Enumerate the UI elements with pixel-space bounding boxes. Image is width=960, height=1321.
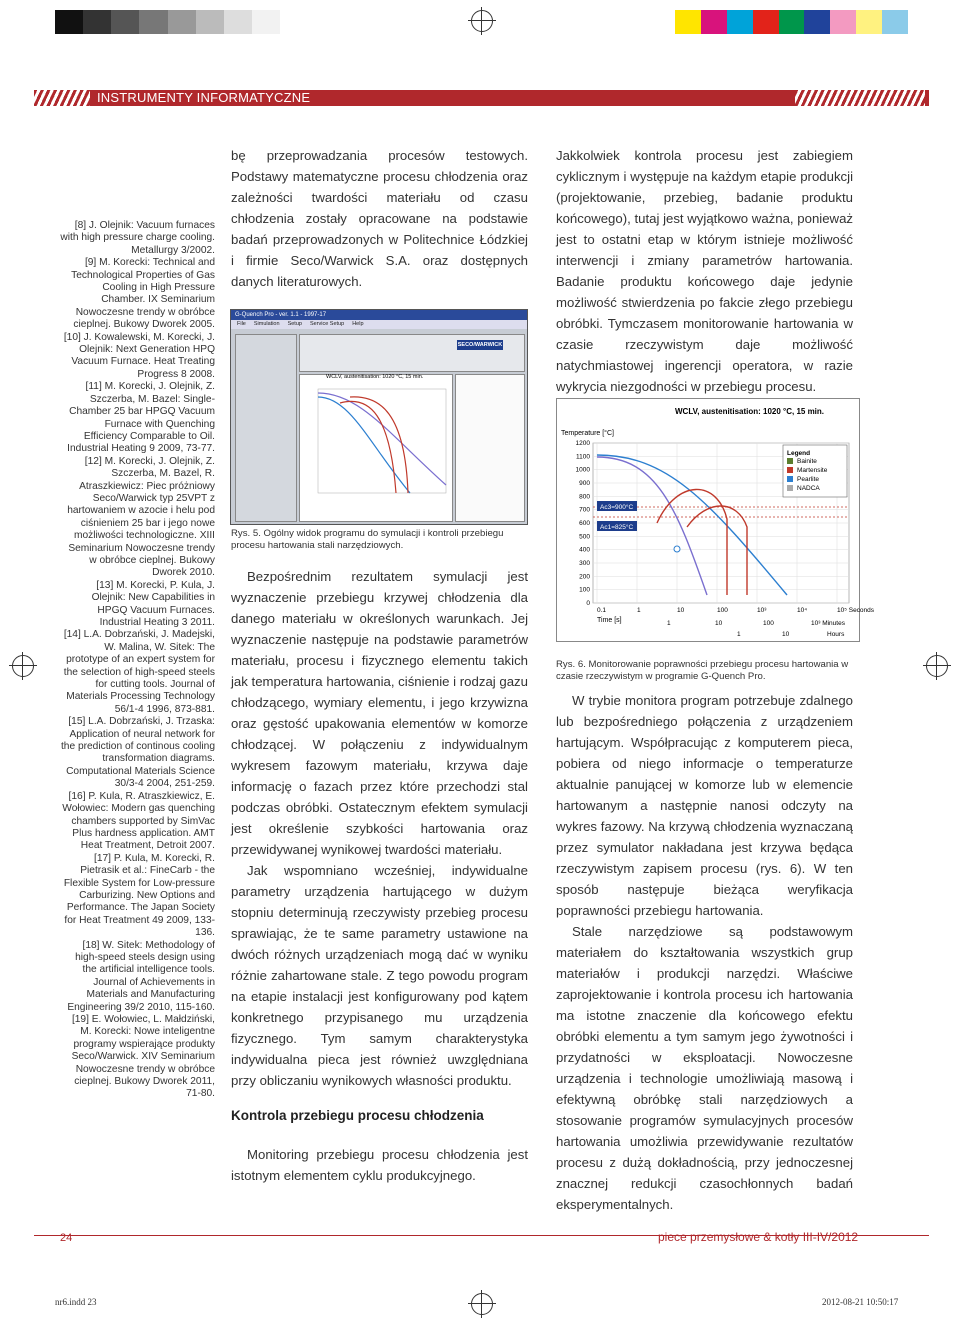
window-chart-panel	[299, 374, 453, 522]
y-tick-label: 200	[579, 573, 590, 581]
reference-item: [12] M. Korecki, J. Olejnik, Z. Szczerba, M. Bazel, R. Atraszkiewicz: Piec próżniowy Seco/Warwick typ 25VPT z hartowaniem w azocie i helu pod ciśnieniem 25 bar i jego nowe możliwości technologiczne. XIII Seminarium Nowoczesne trendy w obróbce cieplnej. Bukowy Dworek 2010.	[67, 455, 215, 579]
references-column	[60, 220, 215, 1101]
y-tick-label: 400	[579, 546, 590, 554]
reference-item: [10] J. Kowalewski, M. Korecki, J. Olejnik: Next Generation HPQ Vacuum Furnace. Heat Treating Progress 8 2008.	[63, 331, 215, 380]
reference-item: [15] L.A. Dobrzański, J. Trzaska: Application of neural network for the prediction of continous cooling transformation diagrams. Computational Materials Science 30/3-4 2004, 251-259.	[60, 716, 215, 790]
y-tick-label: 600	[579, 520, 590, 527]
ac3-label: Ac3=900°C	[600, 504, 634, 511]
y-tick-label: 1000	[575, 466, 590, 474]
middle-column-lower	[231, 566, 528, 1186]
fig5-menu-item[interactable]: File	[237, 321, 246, 327]
y-tick-label: 500	[579, 533, 590, 541]
section-heading: Kontrola przebiegu procesu chłodzenia	[231, 1108, 484, 1123]
figure-5-chart-title: WCLV, austenitisation: 1020 °C, 15 min.	[326, 374, 424, 380]
registration-mark-left	[12, 655, 34, 677]
legend-swatch	[787, 467, 793, 473]
slug-date: 2012-08-21 10:50:17	[822, 1297, 899, 1307]
hours-tick-label: Hours	[827, 631, 845, 638]
y-tick-label: 700	[579, 506, 590, 514]
fig5-menu-item[interactable]: Simulation	[253, 321, 280, 327]
figure-6-chart	[556, 398, 875, 642]
figure-6-caption: Rys. 6. Monitorowanie poprawności przebiegu procesu hartowania w czasie rzeczywistym w programie G-Quench Pro.	[556, 659, 849, 682]
y-tick-label: 100	[579, 586, 590, 594]
reference-item: [17] P. Kula, M. Korecki, R. Pietrasik et al.: FineCarb - the Flexible System for Low-pressure Carburizing. New Options and Performance. The Japan Society for Heat Treatment 49 2009, 133-136.	[63, 852, 215, 939]
legend-label: Bainite	[797, 458, 817, 465]
y-tick-label: 0	[586, 600, 590, 607]
ac1-label: Ac1=825°C	[600, 524, 634, 531]
x-tick-label: 10³	[757, 607, 767, 614]
reference-item: [9] M. Korecki: Technical and Technological Properties of Gas Cooling in High Pressure Chamber. IX Seminarium Nowoczesne trendy w obróbce cieplnej. Bukowy Dworek 2005.	[71, 257, 215, 331]
registration-mark-top	[471, 10, 493, 32]
reference-item: [11] M. Korecki, J. Olejnik, Z. Szczerba, M. Bazel: Single-Chamber 25 bar HPGQ Vacuum Furnace with Quenching Efficiency Comparable to Oil. Industrial Heating 9 2009, 73-77.	[67, 381, 215, 455]
fig5-menu-item[interactable]: Help	[352, 321, 364, 327]
fig6-title: WCLV, austenitisation: 1020 °C, 15 min.	[675, 407, 825, 416]
slug-file: nr6.indd 23	[55, 1297, 97, 1307]
x-tick-label: 10⁴	[797, 607, 808, 614]
y-tick-label: 1200	[575, 440, 590, 447]
legend-label: Pearlite	[797, 476, 820, 483]
reference-item: [18] W. Sitek: Methodology of high-speed steels design using the artificial intelligence tools. Journal of Achievements in Materials and Manufacturing Engineering 39/2 2010, 115-160.	[67, 939, 215, 1013]
legend-label: Martensite	[797, 467, 828, 474]
legend-label: NADCA	[797, 485, 820, 492]
x-tick-label: 10	[677, 607, 685, 614]
window-data-panel	[455, 374, 525, 522]
fig5-menu-item[interactable]: Setup	[287, 321, 302, 327]
mid-paragraph-1: bę przeprowadzania procesów testowych. Podstawy matematyczne procesu chłodzenia oraz zależności twardości materiału od czasu chłodzenia zostały opracowane na podstawie badań przeprowadzonych w Politechnice Łódzkiej i firmie Seco/Warwick S.A. oraz dostępnych danych literaturowych.	[231, 148, 528, 289]
mid-paragraph-2: Bezpośrednim rezultatem symulacji jest wyznaczenie przebiegu krzywej chłodzenia dla danego materiału w określonych warunkach. Jej wyznaczenie następuje na podstawie parametrów materiału, procesu i fizycznego elementu takich jak temperatura hartowania, ciśnienie i rodzaj gazu chłodzącego, wymiary elementu, i jego krzywizna oraz gęstość upakowania elementów w komorze chłodzącej. W połączeniu z indywidualnym wykresem fazowym materiału, krzywa daje informację o fazach przez które przechodzi stal podczas obróbki. Ostatecznym efektem symulacji jest określenie szybkości hartowania oraz przewidywanej wynikowej twardości materiału.	[231, 569, 528, 857]
right-column	[556, 145, 853, 397]
legend-swatch	[787, 485, 793, 491]
figure-5-screenshot	[230, 309, 528, 525]
seco-logo: SECO/WARWICK	[457, 342, 503, 348]
minutes-tick-label: 10	[715, 620, 723, 627]
registration-mark-right	[926, 655, 948, 677]
fig6-ylabel: Temperature [°C]	[561, 430, 614, 437]
minutes-tick-label: 1	[667, 620, 671, 627]
reference-item: [14] L.A. Dobrzański, J. Madejski, W. Malina, W. Sitek: The prototype of an expert system for the selection of high-speed steels for cutting tools. Journal of Materials Processing Technology 56/1-4 1996, 873-881.	[63, 629, 215, 715]
fig5-menu-item[interactable]: Service Setup	[309, 321, 345, 327]
page-number: 24	[60, 1232, 73, 1244]
y-tick-label: 1100	[576, 453, 590, 461]
marker-1	[674, 546, 680, 552]
hours-tick-label: 1	[737, 631, 741, 638]
right-paragraph-3: Stale narzędziowe są podstawowym materiałem do kształtowania wszystkich grup materiałów i produkcji narzędzi. Właściwe zaprojektowanie i kontrola procesu ich hartowania ma istotne znaczenie dla końcowego efektu obróbki elementu a tym samym jego żywotności i przydatności w eksploatacji. Nowoczesne urządzenia i technologie umożliwiają masową i efektywną obróbkę stali narzędziowych a stosowanie programów symulacyjnych procesów hartowania umożliwia przewidywanie rezultatów procesu z dużą dokładnością, przy jednoczesnej znacznej redukcji czasochłonnych badań eksperymentalnych.	[556, 924, 853, 1212]
x-tick-label: 100	[717, 607, 728, 614]
magazine-title: piece przemysłowe & kotły III-IV/2012	[658, 1230, 859, 1244]
fig6-xunit: Time [s]	[597, 617, 622, 624]
mid-paragraph-4: Monitoring przebiegu procesu chłodzenia jest istotnym elementem cyklu produkcyjnego.	[231, 1147, 528, 1183]
registration-mark-bottom	[471, 1293, 493, 1315]
header-hatch-right	[795, 90, 925, 106]
legend-title: Legend	[787, 450, 811, 457]
window-menubar	[231, 320, 527, 329]
window-left-panel	[235, 334, 297, 522]
color-bar	[675, 10, 908, 34]
right-paragraph-2: W trybie monitora program potrzebuje zdalnego lub bezpośredniego połączenia z urządzeniem hartującym. Współpracując z komputerem pieca, pobiera od niego informacje o temperaturze aktualnie panującej w komorze lub w elemencie hartowanym a następnie nanosi odczyty na wykres fazowy. Na krzywą chłodzenia wyznaczaną przez symulator nakładana jest krzywa będąca rzeczywistym zapisem procesu (rys. 6). W ten sposób następuje bieżąca weryfikacja poprawności przebiegu hartowania.	[556, 693, 853, 918]
mid-paragraph-3: Jak wspomniano wcześniej, indywidualne parametry urządzenia hartującego w dużym stopniu determinują rzeczywisty przebieg procesu sprawiając, że te same parametry ustawione na dwóch różnych urządzeniach mogą dać w wyniku różnie zahartowane stale. Z tego powodu program na etapie instalacji jest konfigurowany pod kątem konkretnego przypisanego mu urządzenia fizycznego. Tym samym charakterystyka indywidualna pieca jest również uwzględniana przy obliczaniu wynikowych własności produktu.	[231, 863, 528, 1088]
hours-tick-label: 10	[782, 631, 790, 638]
figure-5-caption: Rys. 5. Ogólny widok programu do symulacji i kontroli przebiegu procesu hartowania stali narzędziowych.	[231, 528, 504, 551]
grayscale-bar	[55, 10, 280, 34]
window-titlebar: G-Quench Pro - ver. 1.1 - 1997-17	[231, 310, 527, 320]
right-column-lower	[556, 690, 853, 1215]
middle-column	[231, 145, 528, 292]
header-hatch-left	[34, 90, 90, 106]
reference-item: [19] E. Wołowiec, L. Małdziński, M. Korecki: Nowe inteligentne programy wspierające produkty Seco/Warwick. XIV Seminarium Nowoczesne trendy w obróbce cieplnej. Bukowy Dworek 2011, 71-80.	[71, 1014, 215, 1100]
y-tick-label: 900	[579, 480, 590, 487]
fig6-svg	[557, 399, 875, 641]
legend-swatch	[787, 476, 793, 482]
y-tick-label: 800	[579, 493, 590, 501]
right-paragraph-1: Jakkolwiek kontrola procesu jest zabiegiem cyklicznym i występuje na każdym etapie produkcji (projektowanie, przebieg, badanie produktu końcowego), tutaj jest wyjątkowo ważna, ponieważ jest to ostatni etap w którym istnieje możliwość interwencji i zmiany parametrów hartowania. Badanie produktu końcowego daje jedynie możliwość stwierdzenia po fakcie złego przebiegu obróbki. Tymczasem monitorowanie hartowania w czasie rzeczywistym daje możliwość natychmiastowej ingerencji operatora, w razie wykrycia niezgodności w przebiegu procesu.	[556, 148, 853, 394]
fig5-chart	[300, 375, 452, 521]
x-tick-label: 10⁵ Seconds	[837, 607, 875, 614]
section-header-title: INSTRUMENTY INFORMATYCZNE	[97, 90, 311, 105]
y-tick-label: 300	[579, 560, 590, 567]
reference-item: [16] P. Kula, R. Atraszkiewicz, E. Wołowiec: Modern gas quenching chambers supported by SimVac Plus hardness application. AMT Heat Treatment, Detroit 2007.	[62, 790, 215, 852]
reference-item: [13] M. Korecki, P. Kula, J. Olejnik: New Capabilities in HPGQ Vacuum Furnaces. Industrial Heating 3 2011.	[91, 579, 215, 628]
minutes-tick-label: 100	[763, 620, 774, 627]
minutes-tick-label: 10³ Minutes	[811, 620, 845, 627]
reference-item: [8] J. Olejnik: Vacuum furnaces with high pressure charge cooling. Metallurgy 3/2002.	[60, 220, 215, 256]
x-tick-label: 0.1	[597, 607, 607, 614]
legend-swatch	[787, 458, 793, 464]
x-tick-label: 1	[637, 607, 641, 614]
